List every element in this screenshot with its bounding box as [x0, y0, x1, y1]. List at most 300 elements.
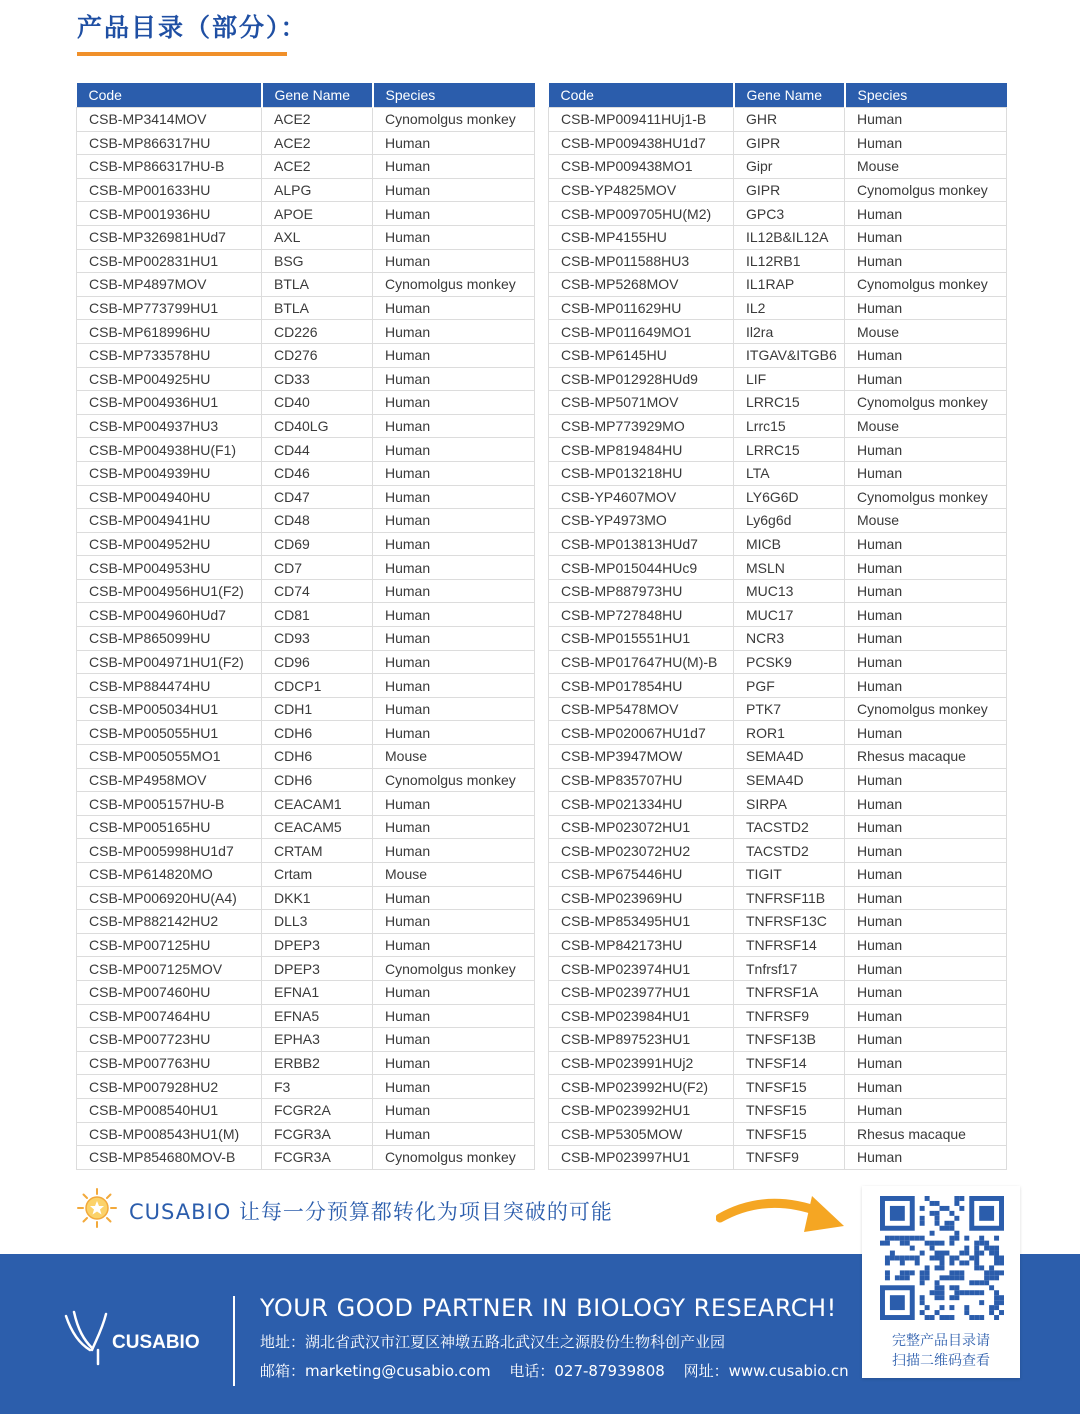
cell-species: Human [845, 980, 1007, 1004]
cell-gene-name: CD226 [262, 320, 373, 344]
cell-species: Human [373, 910, 535, 934]
cell-gene-name: FCGR3A [262, 1146, 373, 1170]
cell-gene-name: TNFRSF9 [734, 1004, 845, 1028]
table-row [77, 1098, 535, 1122]
cell-code: CSB-MP853495HU1 [549, 910, 734, 934]
footer-website: 网址：www.cusabio.cn [683, 1362, 849, 1380]
cell-species: Human [373, 249, 535, 273]
column-header-species: Species [373, 83, 535, 108]
table-row [77, 839, 535, 863]
table-row [549, 556, 1007, 580]
cell-species: Human [373, 1098, 535, 1122]
cell-code: CSB-MP023992HU(F2) [549, 1075, 734, 1099]
cell-code: CSB-MP001936HU [77, 202, 262, 226]
cell-species: Human [373, 933, 535, 957]
table-row [77, 461, 535, 485]
cell-code: CSB-MP004937HU3 [77, 414, 262, 438]
table-row [549, 815, 1007, 839]
cell-code: CSB-YP4973MO [549, 509, 734, 533]
table-row [77, 1004, 535, 1028]
cell-gene-name: PTK7 [734, 697, 845, 721]
cell-code: CSB-MP011629HU [549, 296, 734, 320]
cell-gene-name: GHR [734, 108, 845, 132]
table-row [77, 1122, 535, 1146]
cell-species: Human [373, 556, 535, 580]
cell-code: CSB-MP020067HU1d7 [549, 721, 734, 745]
cell-species: Human [845, 815, 1007, 839]
table-row [549, 1028, 1007, 1052]
cell-species: Human [845, 556, 1007, 580]
cell-gene-name: BTLA [262, 296, 373, 320]
table-row [549, 296, 1007, 320]
cell-gene-name: ACE2 [262, 155, 373, 179]
cell-code: CSB-MP887973HU [549, 579, 734, 603]
cell-species: Human [373, 603, 535, 627]
cell-species: Human [373, 674, 535, 698]
cell-code: CSB-MP007928HU2 [77, 1075, 262, 1099]
cell-code: CSB-MP015551HU1 [549, 627, 734, 651]
table-row [549, 438, 1007, 462]
table-row [549, 674, 1007, 698]
table-header-row [77, 83, 535, 108]
table-row [77, 108, 535, 132]
cell-code: CSB-MP727848HU [549, 603, 734, 627]
cell-gene-name: CD7 [262, 556, 373, 580]
cell-code: CSB-MP884474HU [77, 674, 262, 698]
cell-code: CSB-MP023977HU1 [549, 980, 734, 1004]
table-row [77, 603, 535, 627]
cell-gene-name: TNFSF13B [734, 1028, 845, 1052]
cell-gene-name: CRTAM [262, 839, 373, 863]
cell-gene-name: LIF [734, 367, 845, 391]
table-row [77, 933, 535, 957]
table-row [549, 863, 1007, 887]
cell-species: Human [845, 839, 1007, 863]
cell-species: Human [373, 202, 535, 226]
cell-code: CSB-MP023997HU1 [549, 1146, 734, 1170]
cell-code: CSB-MP5071MOV [549, 391, 734, 415]
table-row [549, 155, 1007, 179]
cell-code: CSB-MP773929MO [549, 414, 734, 438]
cell-gene-name: CD81 [262, 603, 373, 627]
cell-code: CSB-MP897523HU1 [549, 1028, 734, 1052]
table-header-row [549, 83, 1007, 108]
cell-gene-name: CD40 [262, 391, 373, 415]
table-row [549, 980, 1007, 1004]
table-row [549, 603, 1007, 627]
cell-code: CSB-MP866317HU-B [77, 155, 262, 179]
cell-code: CSB-MP004936HU1 [77, 391, 262, 415]
cell-code: CSB-MP005055HU1 [77, 721, 262, 745]
table-row [77, 249, 535, 273]
table-row [77, 650, 535, 674]
table-row [549, 367, 1007, 391]
cell-gene-name: TACSTD2 [734, 839, 845, 863]
cell-gene-name: TNFRSF14 [734, 933, 845, 957]
cell-code: CSB-MP011649MO1 [549, 320, 734, 344]
cell-code: CSB-MP007723HU [77, 1028, 262, 1052]
cell-species: Mouse [373, 745, 535, 769]
cell-gene-name: IL12RB1 [734, 249, 845, 273]
table-row [77, 815, 535, 839]
cell-gene-name: IL12B&IL12A [734, 225, 845, 249]
cell-species: Cynomolgus monkey [845, 485, 1007, 509]
cell-gene-name: TNFRSF1A [734, 980, 845, 1004]
table-row [77, 1051, 535, 1075]
cell-species: Human [845, 650, 1007, 674]
cell-gene-name: CD276 [262, 343, 373, 367]
cell-species: Human [845, 461, 1007, 485]
cell-gene-name: ROR1 [734, 721, 845, 745]
arrow-icon [716, 1188, 846, 1248]
cell-species: Cynomolgus monkey [845, 273, 1007, 297]
cell-gene-name: TNFSF15 [734, 1075, 845, 1099]
table-row [77, 674, 535, 698]
cell-gene-name: CDH6 [262, 721, 373, 745]
table-row [77, 863, 535, 887]
cell-code: CSB-MP005998HU1d7 [77, 839, 262, 863]
cell-species: Human [845, 886, 1007, 910]
cell-gene-name: Il2ra [734, 320, 845, 344]
table-row [549, 697, 1007, 721]
qr-code-icon[interactable] [880, 1196, 1004, 1320]
cell-gene-name: PGF [734, 674, 845, 698]
table-row [549, 768, 1007, 792]
table-row [549, 532, 1007, 556]
footer-title: YOUR GOOD PARTNER IN BIOLOGY RESEARCH! [260, 1294, 837, 1322]
table-row [77, 391, 535, 415]
cell-gene-name: SEMA4D [734, 768, 845, 792]
cell-gene-name: DPEP3 [262, 957, 373, 981]
cell-species: Human [845, 367, 1007, 391]
table-row [549, 721, 1007, 745]
table-row [549, 273, 1007, 297]
cell-code: CSB-MP005034HU1 [77, 697, 262, 721]
table-row [77, 367, 535, 391]
cell-code: CSB-MP5305MOW [549, 1122, 734, 1146]
table-row [549, 485, 1007, 509]
cell-species: Mouse [845, 320, 1007, 344]
cell-species: Human [373, 792, 535, 816]
cell-gene-name: ALPG [262, 178, 373, 202]
table-row [77, 579, 535, 603]
cell-species: Human [373, 438, 535, 462]
cell-code: CSB-MP3947MOW [549, 745, 734, 769]
table-row [549, 461, 1007, 485]
footer-divider [233, 1296, 235, 1386]
table-row [77, 131, 535, 155]
column-header-code: Code [77, 83, 262, 108]
cell-gene-name: MUC13 [734, 579, 845, 603]
cell-gene-name: GPC3 [734, 202, 845, 226]
cell-species: Mouse [845, 414, 1007, 438]
cell-gene-name: DKK1 [262, 886, 373, 910]
cell-species: Human [373, 391, 535, 415]
cell-species: Human [845, 1098, 1007, 1122]
qr-card [862, 1186, 1020, 1378]
cell-species: Human [373, 532, 535, 556]
cell-species: Human [373, 1075, 535, 1099]
cell-species: Human [373, 1051, 535, 1075]
cell-species: Human [845, 674, 1007, 698]
cell-code: CSB-MP4958MOV [77, 768, 262, 792]
sun-icon [76, 1187, 118, 1229]
table-row [549, 108, 1007, 132]
table-row [77, 202, 535, 226]
slogan-row [76, 1187, 636, 1233]
cell-species: Human [373, 320, 535, 344]
cell-code: CSB-MP733578HU [77, 343, 262, 367]
table-row [549, 745, 1007, 769]
cell-species: Human [373, 343, 535, 367]
cell-code: CSB-MP004953HU [77, 556, 262, 580]
cell-gene-name: IL2 [734, 296, 845, 320]
table-row [549, 579, 1007, 603]
table-row [549, 320, 1007, 344]
cell-code: CSB-MP866317HU [77, 131, 262, 155]
cell-species: Human [373, 1122, 535, 1146]
table-row [549, 343, 1007, 367]
cell-code: CSB-MP835707HU [549, 768, 734, 792]
cell-gene-name: CEACAM1 [262, 792, 373, 816]
cell-species: Human [845, 249, 1007, 273]
cell-species: Human [373, 886, 535, 910]
cell-species: Human [845, 532, 1007, 556]
cell-code: CSB-MP013218HU [549, 461, 734, 485]
cell-species: Mouse [845, 155, 1007, 179]
cell-species: Human [845, 1075, 1007, 1099]
cell-code: CSB-MP882142HU2 [77, 910, 262, 934]
cell-code: CSB-MP819484HU [549, 438, 734, 462]
cell-species: Human [845, 579, 1007, 603]
cell-code: CSB-MP007125HU [77, 933, 262, 957]
cell-gene-name: IL1RAP [734, 273, 845, 297]
cell-gene-name: CEACAM5 [262, 815, 373, 839]
cell-species: Human [845, 933, 1007, 957]
table-row [549, 1146, 1007, 1170]
table-row [549, 1122, 1007, 1146]
cell-gene-name: DLL3 [262, 910, 373, 934]
cell-species: Cynomolgus monkey [845, 697, 1007, 721]
cell-species: Human [373, 1028, 535, 1052]
cell-species: Cynomolgus monkey [373, 108, 535, 132]
table-row [77, 438, 535, 462]
title-underline [77, 52, 287, 56]
cell-gene-name: CD44 [262, 438, 373, 462]
cell-species: Human [373, 367, 535, 391]
cell-gene-name: CD46 [262, 461, 373, 485]
cell-species: Human [845, 957, 1007, 981]
table-row [77, 627, 535, 651]
cell-species: Mouse [845, 509, 1007, 533]
table-row [549, 957, 1007, 981]
cell-code: CSB-MP008540HU1 [77, 1098, 262, 1122]
cell-gene-name: APOE [262, 202, 373, 226]
cell-gene-name: F3 [262, 1075, 373, 1099]
cell-code: CSB-MP854680MOV-B [77, 1146, 262, 1170]
cell-gene-name: CD93 [262, 627, 373, 651]
table-row [549, 1098, 1007, 1122]
cell-gene-name: SEMA4D [734, 745, 845, 769]
cell-code: CSB-MP004938HU(F1) [77, 438, 262, 462]
cell-species: Rhesus macaque [845, 1122, 1007, 1146]
cell-species: Human [373, 815, 535, 839]
cell-code: CSB-MP023072HU2 [549, 839, 734, 863]
table-row [77, 414, 535, 438]
cell-species: Human [845, 1146, 1007, 1170]
cell-code: CSB-MP009438HU1d7 [549, 131, 734, 155]
cell-gene-name: TNFRSF11B [734, 886, 845, 910]
cell-code: CSB-MP675446HU [549, 863, 734, 887]
slogan-text: CUSABIO 让每一分预算都转化为项目突破的可能 [129, 1200, 613, 1224]
table-row [549, 910, 1007, 934]
table-row [77, 556, 535, 580]
cell-code: CSB-MP009411HUj1-B [549, 108, 734, 132]
cell-gene-name: ERBB2 [262, 1051, 373, 1075]
cell-species: Human [373, 697, 535, 721]
cell-code: CSB-MP865099HU [77, 627, 262, 651]
table-row [549, 391, 1007, 415]
table-row [549, 792, 1007, 816]
footer-phone: 电话：027-87939808 [509, 1362, 665, 1380]
cell-gene-name: Tnfrsf17 [734, 957, 845, 981]
table-row [77, 980, 535, 1004]
cell-code: CSB-MP017647HU(M)-B [549, 650, 734, 674]
cell-gene-name: ITGAV&ITGB6 [734, 343, 845, 367]
cell-gene-name: GIPR [734, 131, 845, 155]
cell-gene-name: TNFSF15 [734, 1098, 845, 1122]
cell-species: Cynomolgus monkey [845, 391, 1007, 415]
cell-code: CSB-MP009438MO1 [549, 155, 734, 179]
cell-code: CSB-MP842173HU [549, 933, 734, 957]
cell-code: CSB-MP015044HUc9 [549, 556, 734, 580]
cell-code: CSB-MP002831HU1 [77, 249, 262, 273]
cell-code: CSB-YP4607MOV [549, 485, 734, 509]
product-table-right [548, 83, 1006, 1170]
table-row [77, 320, 535, 344]
cell-code: CSB-MP023974HU1 [549, 957, 734, 981]
cell-code: CSB-MP005165HU [77, 815, 262, 839]
cell-code: CSB-MP004960HUd7 [77, 603, 262, 627]
table-row [77, 1028, 535, 1052]
cell-species: Human [373, 579, 535, 603]
table-row [77, 721, 535, 745]
cell-gene-name: CD48 [262, 509, 373, 533]
table-row [549, 1051, 1007, 1075]
cell-gene-name: TNFSF14 [734, 1051, 845, 1075]
cell-gene-name: CDH1 [262, 697, 373, 721]
cell-gene-name: TNFSF9 [734, 1146, 845, 1170]
cell-species: Human [373, 839, 535, 863]
qr-caption-line1: 完整产品目录请 [892, 1333, 990, 1349]
table-row [549, 178, 1007, 202]
table-row [77, 886, 535, 910]
table-row [77, 910, 535, 934]
cell-species: Human [845, 603, 1007, 627]
cell-species: Cynomolgus monkey [373, 273, 535, 297]
cell-gene-name: CDH6 [262, 745, 373, 769]
cell-gene-name: CD74 [262, 579, 373, 603]
cell-gene-name: SIRPA [734, 792, 845, 816]
cell-gene-name: CD40LG [262, 414, 373, 438]
table-row [549, 509, 1007, 533]
cell-species: Human [373, 178, 535, 202]
table-row [549, 1075, 1007, 1099]
cell-gene-name: AXL [262, 225, 373, 249]
table-row [77, 1075, 535, 1099]
cell-code: CSB-MP004952HU [77, 532, 262, 556]
cell-gene-name: MUC17 [734, 603, 845, 627]
cell-gene-name: EFNA1 [262, 980, 373, 1004]
cell-gene-name: TNFSF15 [734, 1122, 845, 1146]
column-header-gene-name: Gene Name [734, 83, 845, 108]
cell-code: CSB-MP021334HU [549, 792, 734, 816]
cell-species: Human [373, 155, 535, 179]
cell-code: CSB-MP023991HUj2 [549, 1051, 734, 1075]
table-row [549, 225, 1007, 249]
cell-gene-name: LRRC15 [734, 391, 845, 415]
cell-gene-name: BTLA [262, 273, 373, 297]
cell-gene-name: LTA [734, 461, 845, 485]
cell-species: Human [845, 768, 1007, 792]
cell-species: Human [845, 792, 1007, 816]
cell-code: CSB-MP5268MOV [549, 273, 734, 297]
column-header-species: Species [845, 83, 1007, 108]
cell-code: CSB-MP001633HU [77, 178, 262, 202]
cell-gene-name: BSG [262, 249, 373, 273]
cell-gene-name: CD33 [262, 367, 373, 391]
cell-code: CSB-MP017854HU [549, 674, 734, 698]
cell-species: Rhesus macaque [845, 745, 1007, 769]
cell-species: Human [373, 650, 535, 674]
table-row [549, 627, 1007, 651]
cell-species: Human [373, 721, 535, 745]
table-row [549, 249, 1007, 273]
cell-code: CSB-MP008543HU1(M) [77, 1122, 262, 1146]
cell-code: CSB-MP005157HU-B [77, 792, 262, 816]
cell-gene-name: Crtam [262, 863, 373, 887]
cell-species: Human [373, 509, 535, 533]
column-header-code: Code [549, 83, 734, 108]
table-row [549, 131, 1007, 155]
cell-code: CSB-MP614820MO [77, 863, 262, 887]
cell-code: CSB-MP618996HU [77, 320, 262, 344]
qr-caption-line2: 扫描二维码查看 [892, 1353, 990, 1369]
cell-species: Human [373, 461, 535, 485]
cell-gene-name: Lrrc15 [734, 414, 845, 438]
cell-code: CSB-MP007763HU [77, 1051, 262, 1075]
cell-code: CSB-MP007125MOV [77, 957, 262, 981]
table-row [77, 1146, 535, 1170]
column-header-gene-name: Gene Name [262, 83, 373, 108]
cell-species: Human [373, 131, 535, 155]
cell-gene-name: EPHA3 [262, 1028, 373, 1052]
cell-code: CSB-MP004941HU [77, 509, 262, 533]
footer-address: 地址：湖北省武汉市江夏区神墩五路北武汉生之源股份生物科创产业园 [260, 1333, 726, 1351]
cell-species: Human [373, 485, 535, 509]
cell-species: Human [845, 863, 1007, 887]
cell-species: Human [845, 1051, 1007, 1075]
cell-gene-name: FCGR2A [262, 1098, 373, 1122]
cell-code: CSB-MP005055MO1 [77, 745, 262, 769]
logo-text: CUSABIO [112, 1332, 200, 1353]
cell-species: Human [373, 1004, 535, 1028]
table-row [549, 650, 1007, 674]
cell-species: Human [373, 225, 535, 249]
table-row [77, 296, 535, 320]
cell-gene-name: EFNA5 [262, 1004, 373, 1028]
cell-code: CSB-MP007460HU [77, 980, 262, 1004]
